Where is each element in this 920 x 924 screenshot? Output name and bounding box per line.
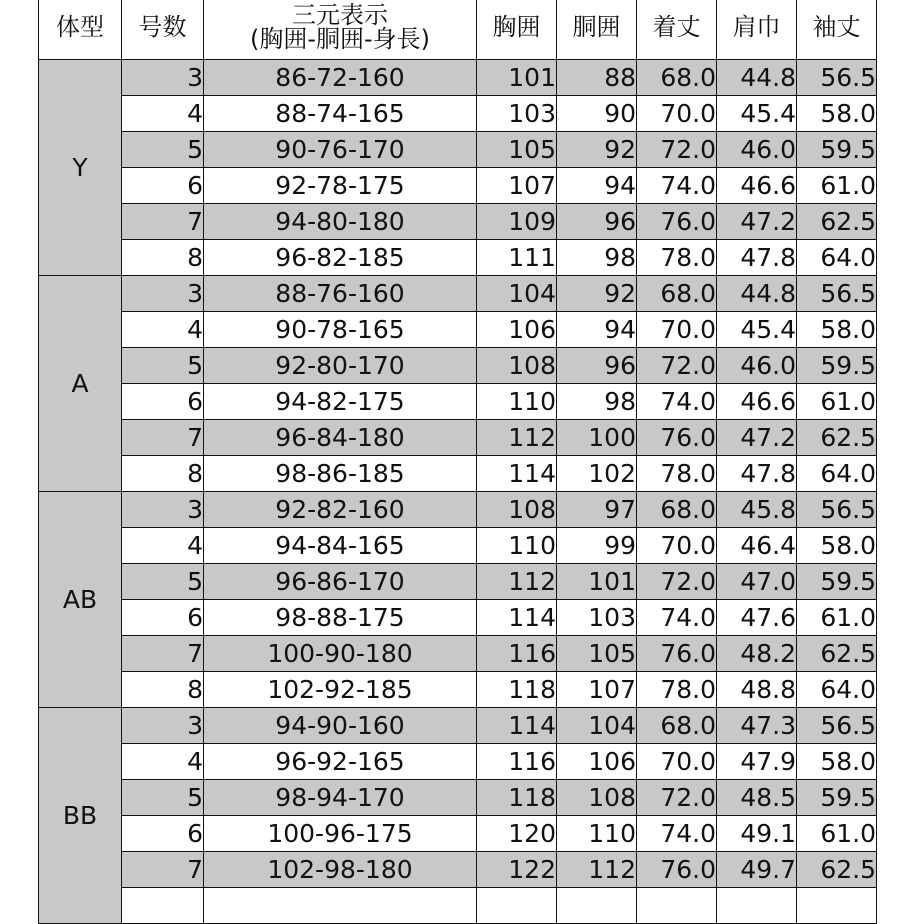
three-size-cell: 92-78-175 xyxy=(204,168,477,204)
three-size-cell: 98-86-185 xyxy=(204,456,477,492)
size-no-cell: 4 xyxy=(122,312,204,348)
chest-cell: 105 xyxy=(477,132,557,168)
chest-cell: 111 xyxy=(477,240,557,276)
chest-cell: 110 xyxy=(477,384,557,420)
size-no-cell: 7 xyxy=(122,636,204,672)
three-size-cell: 88-76-160 xyxy=(204,276,477,312)
length-cell: 76.0 xyxy=(637,420,717,456)
sleeve-cell: 62.5 xyxy=(797,636,877,672)
shoulder-cell: 46.6 xyxy=(717,384,797,420)
sleeve-cell: 61.0 xyxy=(797,816,877,852)
three-size-cell: 96-84-180 xyxy=(204,420,477,456)
sleeve-cell: 61.0 xyxy=(797,384,877,420)
waist-cell: 107 xyxy=(557,672,637,708)
table-row-cutoff xyxy=(39,888,877,924)
size-no-cell: 3 xyxy=(122,708,204,744)
header-chest: 胸囲 xyxy=(477,0,557,60)
shoulder-cell: 48.5 xyxy=(717,780,797,816)
size-no-cell: 6 xyxy=(122,816,204,852)
table-row xyxy=(39,168,877,204)
length-cell: 68.0 xyxy=(637,276,717,312)
shoulder-cell: 47.6 xyxy=(717,600,797,636)
table-row xyxy=(39,240,877,276)
size-no-cell: 5 xyxy=(122,780,204,816)
sleeve-cell: 64.0 xyxy=(797,240,877,276)
length-cell: 72.0 xyxy=(637,348,717,384)
waist-cell: 105 xyxy=(557,636,637,672)
size-no-cell: 7 xyxy=(122,420,204,456)
size-no-cell: 4 xyxy=(122,96,204,132)
chest-cell: 116 xyxy=(477,744,557,780)
waist-cell: 104 xyxy=(557,708,637,744)
size-no-cell: 6 xyxy=(122,168,204,204)
waist-cell: 108 xyxy=(557,780,637,816)
waist-cell: 103 xyxy=(557,600,637,636)
waist-cell: 94 xyxy=(557,168,637,204)
body-type-cell: A xyxy=(39,276,122,492)
sleeve-cell: 64.0 xyxy=(797,672,877,708)
sleeve-cell: 59.5 xyxy=(797,132,877,168)
sleeve-cell: 58.0 xyxy=(797,528,877,564)
body-type-cell: Y xyxy=(39,60,122,276)
three-size-cell: 90-78-165 xyxy=(204,312,477,348)
chest-cell: 114 xyxy=(477,600,557,636)
table-row xyxy=(39,312,877,348)
size-no-cell: 8 xyxy=(122,240,204,276)
shoulder-cell: 47.2 xyxy=(717,420,797,456)
shoulder-cell: 47.0 xyxy=(717,564,797,600)
three-size-cell: 88-74-165 xyxy=(204,96,477,132)
three-size-cell: 94-82-175 xyxy=(204,384,477,420)
table-body xyxy=(39,60,877,924)
shoulder-cell: 48.8 xyxy=(717,672,797,708)
cutoff-cell xyxy=(637,888,717,924)
header-shoulder: 肩巾 xyxy=(717,0,797,60)
length-cell: 72.0 xyxy=(637,780,717,816)
size-no-cell: 5 xyxy=(122,348,204,384)
size-no-cell: 4 xyxy=(122,528,204,564)
length-cell: 70.0 xyxy=(637,96,717,132)
shoulder-cell: 49.1 xyxy=(717,816,797,852)
size-table xyxy=(38,0,877,924)
length-cell: 72.0 xyxy=(637,132,717,168)
waist-cell: 101 xyxy=(557,564,637,600)
shoulder-cell: 45.4 xyxy=(717,312,797,348)
waist-cell: 98 xyxy=(557,384,637,420)
sleeve-cell: 62.5 xyxy=(797,852,877,888)
length-cell: 68.0 xyxy=(637,60,717,96)
table-row xyxy=(39,348,877,384)
chest-cell: 103 xyxy=(477,96,557,132)
waist-cell: 88 xyxy=(557,60,637,96)
header-three-size-note: (胸囲-胴囲-身長) xyxy=(249,25,431,53)
chest-cell: 118 xyxy=(477,672,557,708)
cutoff-cell xyxy=(122,888,204,924)
three-size-cell: 100-96-175 xyxy=(204,816,477,852)
sleeve-cell: 61.0 xyxy=(797,168,877,204)
chest-cell: 110 xyxy=(477,528,557,564)
waist-cell: 94 xyxy=(557,312,637,348)
sleeve-cell: 58.0 xyxy=(797,96,877,132)
waist-cell: 96 xyxy=(557,204,637,240)
size-no-cell: 3 xyxy=(122,492,204,528)
waist-cell: 92 xyxy=(557,132,637,168)
length-cell: 70.0 xyxy=(637,312,717,348)
cutoff-cell xyxy=(797,888,877,924)
shoulder-cell: 45.4 xyxy=(717,96,797,132)
three-size-cell: 96-92-165 xyxy=(204,744,477,780)
length-cell: 76.0 xyxy=(637,204,717,240)
length-cell: 68.0 xyxy=(637,708,717,744)
length-cell: 70.0 xyxy=(637,744,717,780)
header-type: 体型 xyxy=(39,0,122,60)
length-cell: 70.0 xyxy=(637,528,717,564)
sleeve-cell: 56.5 xyxy=(797,60,877,96)
waist-cell: 98 xyxy=(557,240,637,276)
header-three-size-title: 三元表示 xyxy=(292,1,388,29)
three-size-cell: 92-80-170 xyxy=(204,348,477,384)
cutoff-cell xyxy=(204,888,477,924)
size-no-cell: 6 xyxy=(122,600,204,636)
three-size-cell: 98-88-175 xyxy=(204,600,477,636)
header-waist: 胴囲 xyxy=(557,0,637,60)
table-row xyxy=(39,96,877,132)
sleeve-cell: 62.5 xyxy=(797,420,877,456)
size-no-cell: 4 xyxy=(122,744,204,780)
length-cell: 72.0 xyxy=(637,564,717,600)
body-type-cell: AB xyxy=(39,492,122,708)
length-cell: 74.0 xyxy=(637,600,717,636)
length-cell: 76.0 xyxy=(637,852,717,888)
table-row xyxy=(39,456,877,492)
size-no-cell: 7 xyxy=(122,852,204,888)
sleeve-cell: 56.5 xyxy=(797,708,877,744)
table-row xyxy=(39,420,877,456)
table-row xyxy=(39,60,877,96)
chest-cell: 122 xyxy=(477,852,557,888)
chest-cell: 108 xyxy=(477,348,557,384)
chest-cell: 112 xyxy=(477,564,557,600)
chest-cell: 106 xyxy=(477,312,557,348)
chest-cell: 118 xyxy=(477,780,557,816)
three-size-cell: 102-98-180 xyxy=(204,852,477,888)
sleeve-cell: 61.0 xyxy=(797,600,877,636)
chest-cell: 107 xyxy=(477,168,557,204)
chest-cell: 104 xyxy=(477,276,557,312)
size-no-cell: 5 xyxy=(122,132,204,168)
sleeve-cell: 56.5 xyxy=(797,276,877,312)
chest-cell: 116 xyxy=(477,636,557,672)
cutoff-cell xyxy=(557,888,637,924)
size-no-cell: 7 xyxy=(122,204,204,240)
length-cell: 76.0 xyxy=(637,636,717,672)
shoulder-cell: 47.8 xyxy=(717,240,797,276)
header-sleeve: 袖丈 xyxy=(797,0,877,60)
sleeve-cell: 58.0 xyxy=(797,744,877,780)
sleeve-cell: 64.0 xyxy=(797,456,877,492)
table-row xyxy=(39,852,877,888)
chest-cell: 114 xyxy=(477,456,557,492)
shoulder-cell: 44.8 xyxy=(717,276,797,312)
shoulder-cell: 47.3 xyxy=(717,708,797,744)
size-no-cell: 6 xyxy=(122,384,204,420)
length-cell: 74.0 xyxy=(637,384,717,420)
three-size-cell: 90-76-170 xyxy=(204,132,477,168)
shoulder-cell: 45.8 xyxy=(717,492,797,528)
sleeve-cell: 56.5 xyxy=(797,492,877,528)
table-row xyxy=(39,204,877,240)
size-chart xyxy=(38,0,877,924)
size-no-cell: 3 xyxy=(122,60,204,96)
sleeve-cell: 59.5 xyxy=(797,564,877,600)
waist-cell: 100 xyxy=(557,420,637,456)
length-cell: 74.0 xyxy=(637,816,717,852)
chest-cell: 120 xyxy=(477,816,557,852)
three-size-cell: 86-72-160 xyxy=(204,60,477,96)
chest-cell: 109 xyxy=(477,204,557,240)
three-size-cell: 94-84-165 xyxy=(204,528,477,564)
chest-cell: 101 xyxy=(477,60,557,96)
table-row xyxy=(39,384,877,420)
shoulder-cell: 46.6 xyxy=(717,168,797,204)
table-row xyxy=(39,600,877,636)
waist-cell: 106 xyxy=(557,744,637,780)
header-row xyxy=(39,0,877,60)
body-type-cell: BB xyxy=(39,708,122,924)
shoulder-cell: 48.2 xyxy=(717,636,797,672)
header-three-size xyxy=(204,0,477,60)
chest-cell: 114 xyxy=(477,708,557,744)
waist-cell: 90 xyxy=(557,96,637,132)
table-row xyxy=(39,744,877,780)
waist-cell: 102 xyxy=(557,456,637,492)
waist-cell: 99 xyxy=(557,528,637,564)
length-cell: 78.0 xyxy=(637,672,717,708)
waist-cell: 92 xyxy=(557,276,637,312)
sleeve-cell: 62.5 xyxy=(797,204,877,240)
three-size-cell: 96-86-170 xyxy=(204,564,477,600)
sleeve-cell: 59.5 xyxy=(797,780,877,816)
cutoff-cell xyxy=(717,888,797,924)
shoulder-cell: 47.9 xyxy=(717,744,797,780)
three-size-cell: 96-82-185 xyxy=(204,240,477,276)
size-no-cell: 8 xyxy=(122,456,204,492)
waist-cell: 112 xyxy=(557,852,637,888)
length-cell: 74.0 xyxy=(637,168,717,204)
table-row xyxy=(39,636,877,672)
three-size-cell: 94-90-160 xyxy=(204,708,477,744)
header-size-no: 号数 xyxy=(122,0,204,60)
three-size-cell: 92-82-160 xyxy=(204,492,477,528)
chest-cell: 108 xyxy=(477,492,557,528)
table-row xyxy=(39,672,877,708)
shoulder-cell: 49.7 xyxy=(717,852,797,888)
shoulder-cell: 46.0 xyxy=(717,348,797,384)
table-row xyxy=(39,276,877,312)
sleeve-cell: 58.0 xyxy=(797,312,877,348)
size-no-cell: 5 xyxy=(122,564,204,600)
sleeve-cell: 59.5 xyxy=(797,348,877,384)
length-cell: 78.0 xyxy=(637,456,717,492)
size-no-cell: 3 xyxy=(122,276,204,312)
table-row xyxy=(39,780,877,816)
three-size-cell: 100-90-180 xyxy=(204,636,477,672)
table-row xyxy=(39,132,877,168)
size-no-cell: 8 xyxy=(122,672,204,708)
header-length: 着丈 xyxy=(637,0,717,60)
table-row xyxy=(39,492,877,528)
table-row xyxy=(39,528,877,564)
length-cell: 68.0 xyxy=(637,492,717,528)
three-size-cell: 98-94-170 xyxy=(204,780,477,816)
cutoff-cell xyxy=(477,888,557,924)
shoulder-cell: 46.4 xyxy=(717,528,797,564)
three-size-cell: 102-92-185 xyxy=(204,672,477,708)
shoulder-cell: 47.8 xyxy=(717,456,797,492)
chest-cell: 112 xyxy=(477,420,557,456)
length-cell: 78.0 xyxy=(637,240,717,276)
table-row xyxy=(39,816,877,852)
table-row xyxy=(39,564,877,600)
three-size-cell: 94-80-180 xyxy=(204,204,477,240)
shoulder-cell: 44.8 xyxy=(717,60,797,96)
table-row xyxy=(39,708,877,744)
waist-cell: 96 xyxy=(557,348,637,384)
waist-cell: 110 xyxy=(557,816,637,852)
waist-cell: 97 xyxy=(557,492,637,528)
shoulder-cell: 46.0 xyxy=(717,132,797,168)
shoulder-cell: 47.2 xyxy=(717,204,797,240)
